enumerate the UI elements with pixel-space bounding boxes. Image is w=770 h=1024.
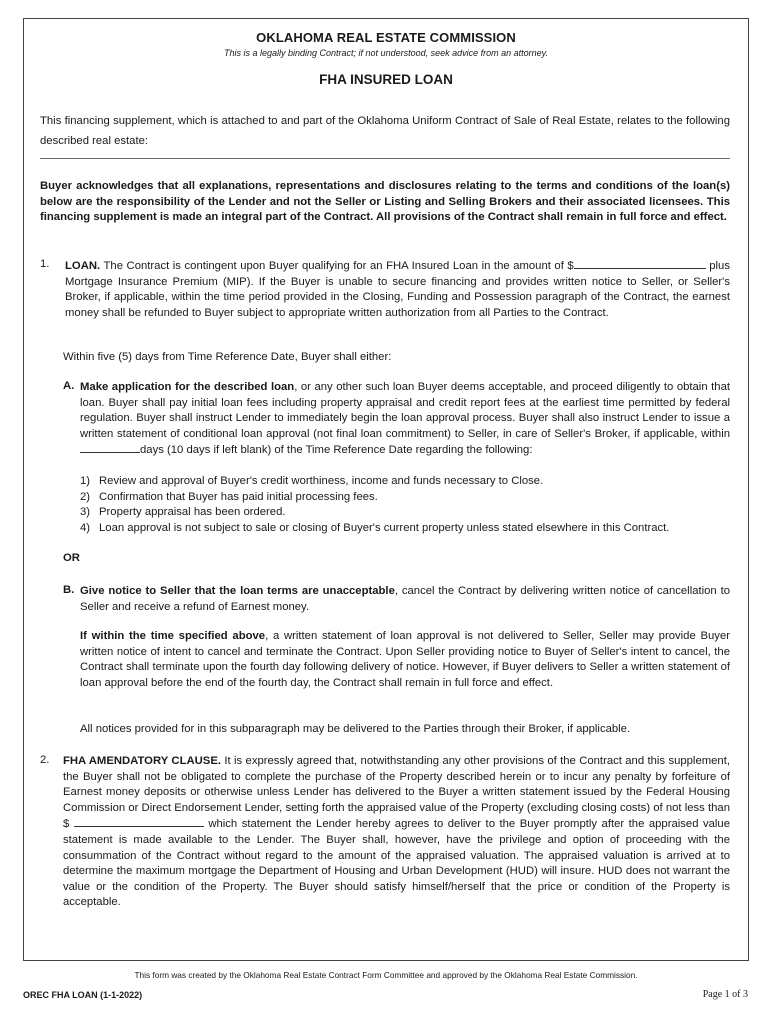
section-2-number: 2. [40,754,50,766]
form-title: FHA INSURED LOAN [319,72,453,87]
section-1-text-after: plus Mortgage Insurance Premium (MIP). If the Buyer is unable to secure financing and provides written notice to Seller, or Seller's Broker, if applicable, within the time period provided in the Closing, Funding and Possession paragraph of the Contract, the earnest money shall be refunded to Buyer subject to appropriate written authorization from all Parties to the Contract. [65,260,730,319]
section-2-heading: FHA AMENDATORY CLAUSE. [63,755,221,767]
option-b-paragraph [80,584,730,615]
list-item: 1) Review and approval of Buyer's credit worthiness, income and funds necessary to Close. [80,475,544,487]
list-item: 2) Confirmation that Buyer has paid initial processing fees. [80,490,378,503]
legal-notice: This is a legally binding Contract; if not understood, seek advice from an attorney. [223,48,548,58]
or-separator: OR [63,552,80,564]
days-field[interactable] [80,442,140,453]
commission-title: OKLAHOMA REAL ESTATE COMMISSION [256,30,516,45]
form-id: OREC FHA LOAN (1-1-2022) [23,990,143,1000]
section-1-text-before: The Contract is contingent upon Buyer qualifying for an FHA Insured Loan in the amount of $ [103,260,574,272]
option-a-label: A. [63,380,75,392]
option-b-time-paragraph [80,629,730,691]
section-1-paragraph [65,258,730,321]
section-1-number: 1. [40,258,50,270]
option-b2-heading: If within the time specified above [80,630,266,642]
option-a-text-2: days (10 days if left blank) of the Time Reference Date regarding the following: [140,444,533,457]
intro-paragraph: This financing supplement, which is attached to and part of the Oklahoma Uniform Contract of Sale of Real Estate, relates to the following described real estate: [40,115,730,147]
within-five-days: Within five (5) days from Time Reference Date, Buyer shall either: [63,351,392,363]
page-number: Page 1 of 3 [702,989,748,1000]
section-1-heading: LOAN. [65,260,101,272]
appraised-value-field[interactable] [74,816,204,827]
option-a-paragraph [80,380,730,459]
section-2-text-1: It is expressly agreed that, notwithstanding any other provisions of the Contract and this supplement, the Buyer shall not be obligated to complete the purchase of the Property described herein or to incur any penalty by forfeiture of Earnest money deposits or otherwise unless Lender has delivered to the Buyer a written statement issued by the Federal Housing Commission or Direct Endorsement Lender, setting forth the appraised value of the Property (excluding closing costs) of not less than $ [63,755,730,831]
approval-items-list [80,474,730,536]
option-b-text: , cancel the Contract by delivering written notice of cancellation to Seller and receive a refund of Earnest money. [80,585,730,613]
option-b2-text: , a written statement of loan approval is not delivered to Seller, Seller may provide Buyer written notice of intent to cancel and terminate the Contract. Upon Seller providing notice to Buyer of Seller's intent to cancel, the Contract shall terminate upon the fourth day following delivery of notice. However, if Buyer delivers to Seller a written statement of loan approval before the end of the fourth day, the Contract shall remain in full force and effect. [80,630,730,689]
loan-amount-field[interactable] [574,258,706,269]
acknowledgement-paragraph: Buyer acknowledges that all explanations, representations and disclosures relating to the terms and conditions of the loan(s) below are the responsibility of the Lender and not the Seller or Listing and Selling Brokers and their associated licensees. This financing supplement is made an integral part of the Contract. All provisions of the Contract shall remain in full force and effect. [40,180,730,224]
section-2-text-2: which statement the Lender hereby agrees to deliver to the Buyer promptly after the appraised value statement is made available to the Lender. The Buyer shall, however, have the privilege and option of proceeding with the consummation of the Contract without regard to the amount of the appraised valuation. The appraised valuation is arrived at to determine the maximum mortgage the Department of Housing and Urban Development (HUD) will insure. HUD does not warrant the value or the condition of the Property. The Buyer should satisfy himself/herself that the price or condition of the Property is acceptable. [63,818,731,909]
list-item: 3) Property appraisal has been ordered. [80,506,286,519]
option-a-heading: Make application for the described loan [80,381,295,393]
footer-note: This form was created by the Oklahoma Real Estate Contract Form Committee and approved by the Oklahoma Real Estate Commission. [134,970,638,980]
option-b-heading: Give notice to Seller that the loan terms are unacceptable [80,585,395,597]
list-item: 4) Loan approval is not subject to sale or closing of Buyer's current property unless stated elsewhere in this Contract. [80,521,670,534]
section-2-paragraph [63,754,730,911]
option-b-label: B. [63,584,75,596]
notices-paragraph: All notices provided for in this subparagraph may be delivered to the Parties through their Broker, if applicable. [80,723,631,735]
real-estate-description-line[interactable] [40,158,730,159]
option-a-text-1: , or any other such loan Buyer deems acceptable, and proceed diligently to obtain that loan. Buyer shall pay initial loan fees including property appraisal and credit report fees at the earliest time permitted by federal regulation. Buyer shall instruct Lender to immediately begin the loan approval process. Buyer shall also instruct Lender to issue a written statement of conditional loan approval (not final loan commitment) to Seller, in care of Seller's Broker, if applicable, within [80,381,730,440]
